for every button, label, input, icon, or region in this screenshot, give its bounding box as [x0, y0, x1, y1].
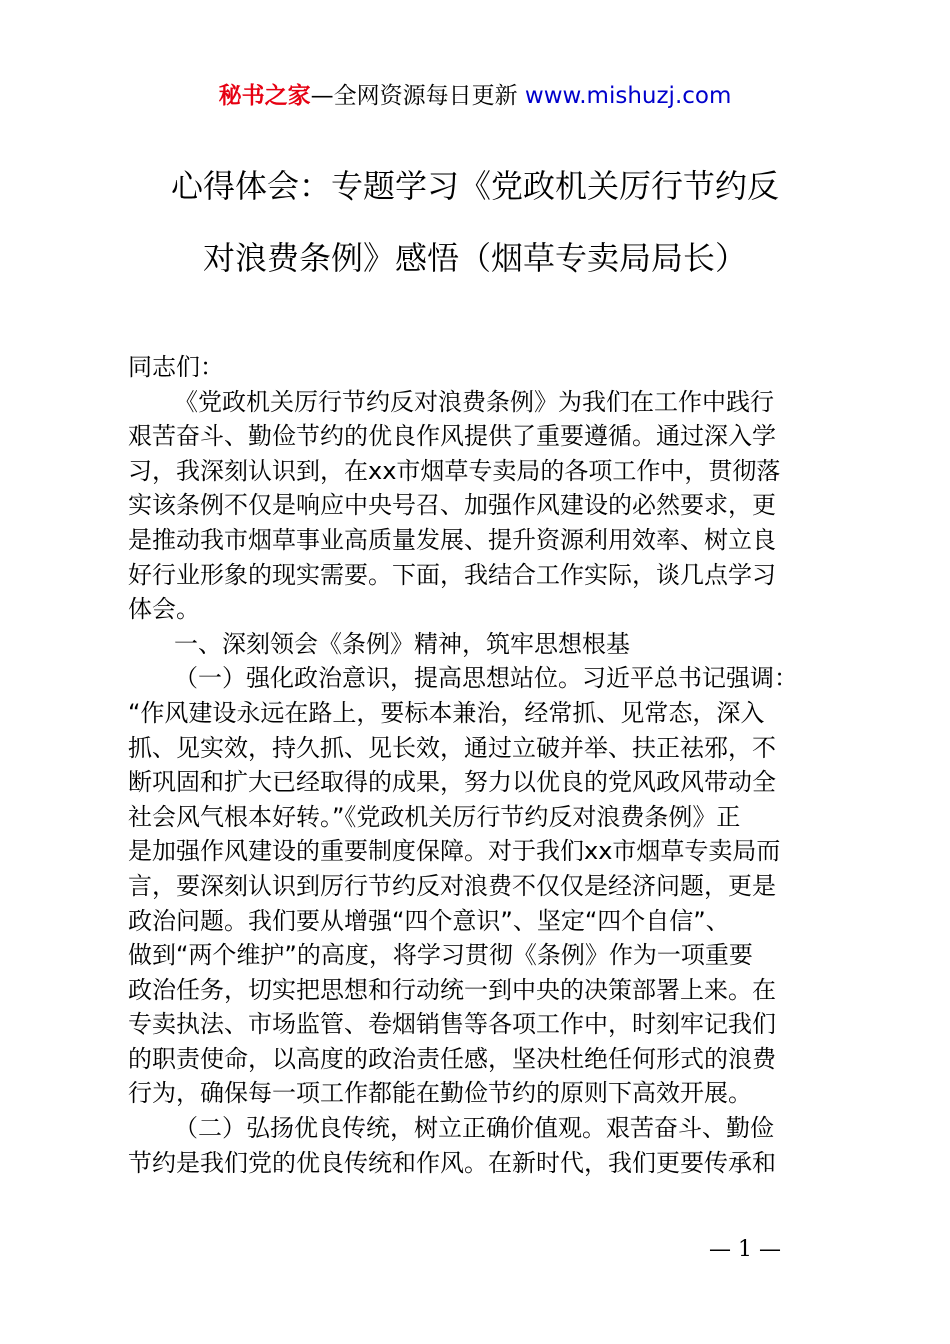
site-tagline: —全网资源每日更新	[310, 83, 518, 109]
paragraph-line: 是加强作风建设的重要制度保障。对于我们xx市烟草专卖局而	[128, 837, 781, 866]
document-title	[110, 164, 840, 308]
title-line-2: 对浪费条例》感悟（烟草专卖局局长）	[202, 239, 747, 277]
paragraph-line: 节约是我们党的优良传统和作风。在新时代，我们更要传承和	[128, 1148, 776, 1177]
paragraph-line: 政治问题。我们要从增强“四个意识”、坚定“四个自信”、	[128, 906, 730, 935]
paragraph-line: 的职责使命，以高度的政治责任感，坚决杜绝任何形式的浪费	[128, 1044, 776, 1073]
paragraph-line: 抓、见实效，持久抓、见长效，通过立破并举、扶正祛邪，不	[128, 733, 776, 762]
paragraph-line: 是推动我市烟草事业高质量发展、提升资源利用效率、树立良	[128, 525, 776, 554]
paragraph-line: 政治任务，切实把思想和行动统一到中央的决策部署上来。在	[128, 975, 776, 1004]
paragraph-line: 体会。	[128, 595, 200, 624]
paragraph-line: （二）弘扬优良传统，树立正确价值观。艰苦奋斗、勤俭	[174, 1114, 774, 1143]
site-brand: 秘书之家	[218, 83, 311, 109]
site-url-link[interactable]: www.mishuzj.com	[524, 83, 732, 109]
paragraph-line: 《党政机关厉行节约反对浪费条例》为我们在工作中践行	[174, 387, 774, 416]
paragraph-line: 社会风气根本好转。”《党政机关厉行节约反对浪费条例》正	[128, 802, 741, 831]
salutation: 同志们：	[128, 353, 224, 381]
paragraph-line: 好行业形象的现实需要。下面，我结合工作实际，谈几点学习	[128, 560, 776, 589]
paragraph-line: “作风建设永远在路上，要标本兼治，经常抓、见常态，深入	[128, 698, 765, 727]
paragraph-line: 行为，确保每一项工作都能在勤俭节约的原则下高效开展。	[128, 1079, 752, 1108]
paragraph-line: 艰苦奋斗、勤俭节约的优良作风提供了重要遵循。通过深入学	[128, 422, 776, 451]
paragraph-line: 实该条例不仅是响应中央号召、加强作风建设的必然要求，更	[128, 491, 776, 520]
title-line-1: 心得体会：专题学习《党政机关厉行节约反	[170, 167, 779, 205]
site-banner	[0, 80, 950, 112]
paragraph-line: 断巩固和扩大已经取得的成果，努力以优良的党风政风带动全	[128, 768, 776, 797]
document-body	[128, 350, 838, 1180]
paragraph-line: 习，我深刻认识到，在xx市烟草专卖局的各项工作中，贯彻落	[128, 456, 781, 485]
page-number: — 1 —	[709, 1237, 781, 1262]
paragraph-line: 言，要深刻认识到厉行节约反对浪费不仅仅是经济问题，更是	[128, 871, 776, 900]
paragraph-line: 做到“两个维护”的高度，将学习贯彻《条例》作为一项重要	[128, 941, 753, 970]
paragraph-line: 专卖执法、市场监管、卷烟销售等各项工作中，时刻牢记我们	[128, 1010, 776, 1039]
paragraph-line: （一）强化政治意识，提高思想站位。习近平总书记强调：	[174, 664, 798, 693]
section-heading: 一、深刻领会《条例》精神，筑牢思想根基	[174, 629, 630, 658]
